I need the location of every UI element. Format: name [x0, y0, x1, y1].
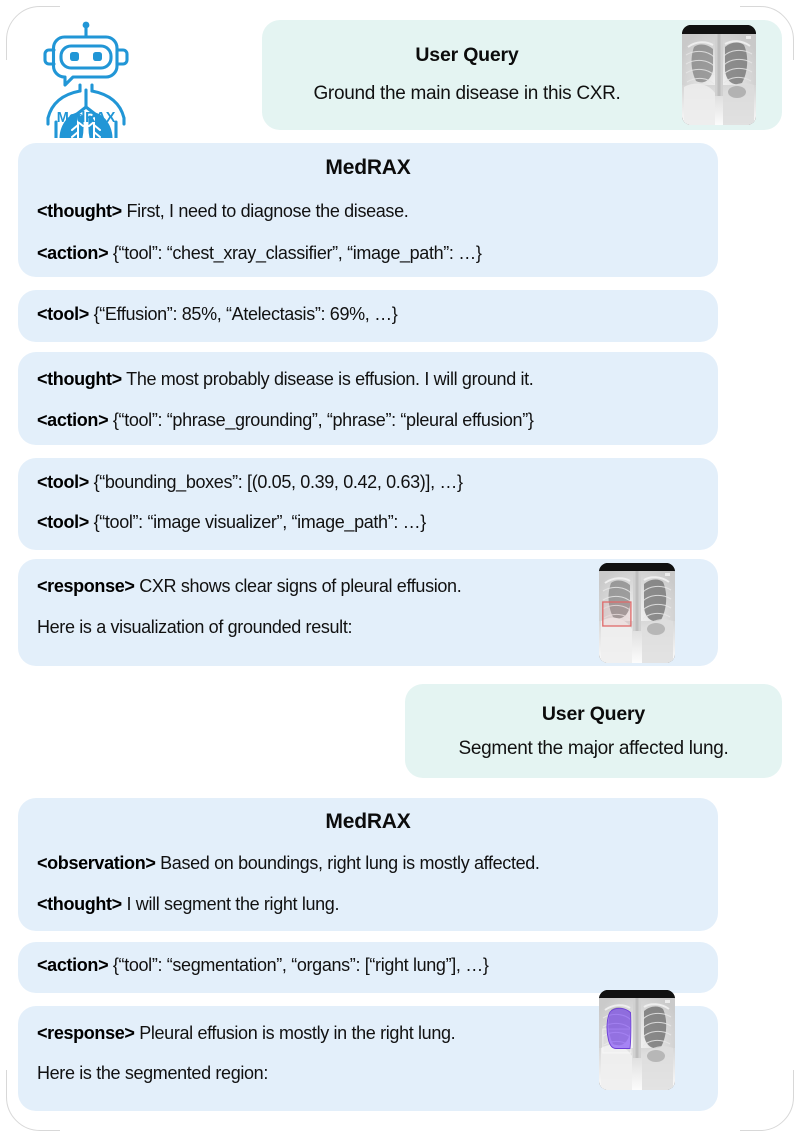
response-line-4: Here is the segmented region:	[37, 1063, 268, 1083]
action-tag: <action>	[37, 243, 109, 263]
thought-text: The most probably disease is effusion. I will ground it.	[126, 369, 534, 389]
user-query-title-2: User Query	[541, 703, 646, 725]
thought-tag: <thought>	[37, 201, 122, 221]
action-text: {“tool”: “phrase_grounding”, “phrase”: “pleural effusion”}	[112, 410, 534, 430]
tool-text: {“Effusion”: 85%, “Atelectasis”: 69%, …}	[93, 304, 398, 324]
response-line-3	[37, 1023, 455, 1044]
thought-text: I will segment the right lung.	[126, 894, 340, 914]
frame-mask-right	[784, 60, 800, 1070]
brand-label: MedRAX	[56, 110, 116, 126]
response-line-1	[37, 576, 461, 597]
tool-tag: <tool>	[37, 472, 89, 492]
observation-line-1	[37, 853, 540, 874]
tool-tag: <tool>	[37, 304, 89, 324]
thought-line-2	[37, 369, 533, 390]
thought-line-1	[37, 201, 408, 222]
action-line-1	[37, 243, 482, 264]
response-line-2: Here is a visualization of grounded result:	[37, 617, 353, 637]
tool-text: {“tool”: “image visualizer”, “image_path”: …}	[93, 512, 426, 532]
response-tag: <response>	[37, 1023, 135, 1043]
chest-xray-thumbnail	[682, 25, 756, 125]
segmentation-overlay	[607, 1008, 631, 1048]
tool-line-1	[37, 304, 397, 325]
frame-mask-bottom	[60, 1121, 740, 1137]
action-text: {“tool”: “chest_xray_classifier”, “image_path”: …}	[112, 243, 482, 263]
response-text: CXR shows clear signs of pleural effusion.	[139, 576, 462, 596]
user-query-title-1: User Query	[415, 44, 519, 66]
thought-text: First, I need to diagnose the disease.	[126, 201, 409, 221]
thought-tag: <thought>	[37, 369, 122, 389]
agent-card-4	[18, 458, 718, 550]
chest-xray-with-bounding-box	[599, 563, 675, 663]
response-text: Pleural effusion is mostly in the right lung.	[139, 1023, 456, 1043]
agent-title-2: MedRAX	[325, 810, 411, 833]
user-query-text-2: Segment the major affected lung.	[458, 738, 729, 759]
user-query-text-1: Ground the main disease in this CXR.	[313, 83, 621, 104]
action-tag: <action>	[37, 410, 109, 430]
agent-card-3	[18, 352, 718, 445]
chest-xray-with-segmentation	[599, 990, 675, 1090]
user-query-card-2	[405, 684, 782, 778]
frame-mask-left	[0, 60, 16, 1070]
action-line-2	[37, 410, 534, 431]
agent-card-1	[18, 143, 718, 277]
action-tag: <action>	[37, 955, 109, 975]
tool-tag: <tool>	[37, 512, 89, 532]
action-text: {“tool”: “segmentation”, “organs”: [“right lung”], …}	[112, 955, 489, 975]
frame-mask-top	[60, 0, 740, 16]
tool-line-2	[37, 472, 463, 493]
observation-text: Based on boundings, right lung is mostly affected.	[160, 853, 540, 873]
tool-line-3	[37, 512, 426, 533]
bounding-box-overlay	[603, 602, 631, 626]
response-tag: <response>	[37, 576, 135, 596]
action-line-3	[37, 955, 489, 976]
tool-text: {“bounding_boxes”: [(0.05, 0.39, 0.42, 0.63)], …}	[93, 472, 463, 492]
observation-tag: <observation>	[37, 853, 156, 873]
agent-card-5	[18, 798, 718, 931]
agent-card-6	[18, 942, 718, 993]
thought-line-3	[37, 894, 339, 915]
thought-tag: <thought>	[37, 894, 122, 914]
agent-title-1: MedRAX	[325, 156, 411, 179]
agent-card-2	[18, 290, 718, 342]
